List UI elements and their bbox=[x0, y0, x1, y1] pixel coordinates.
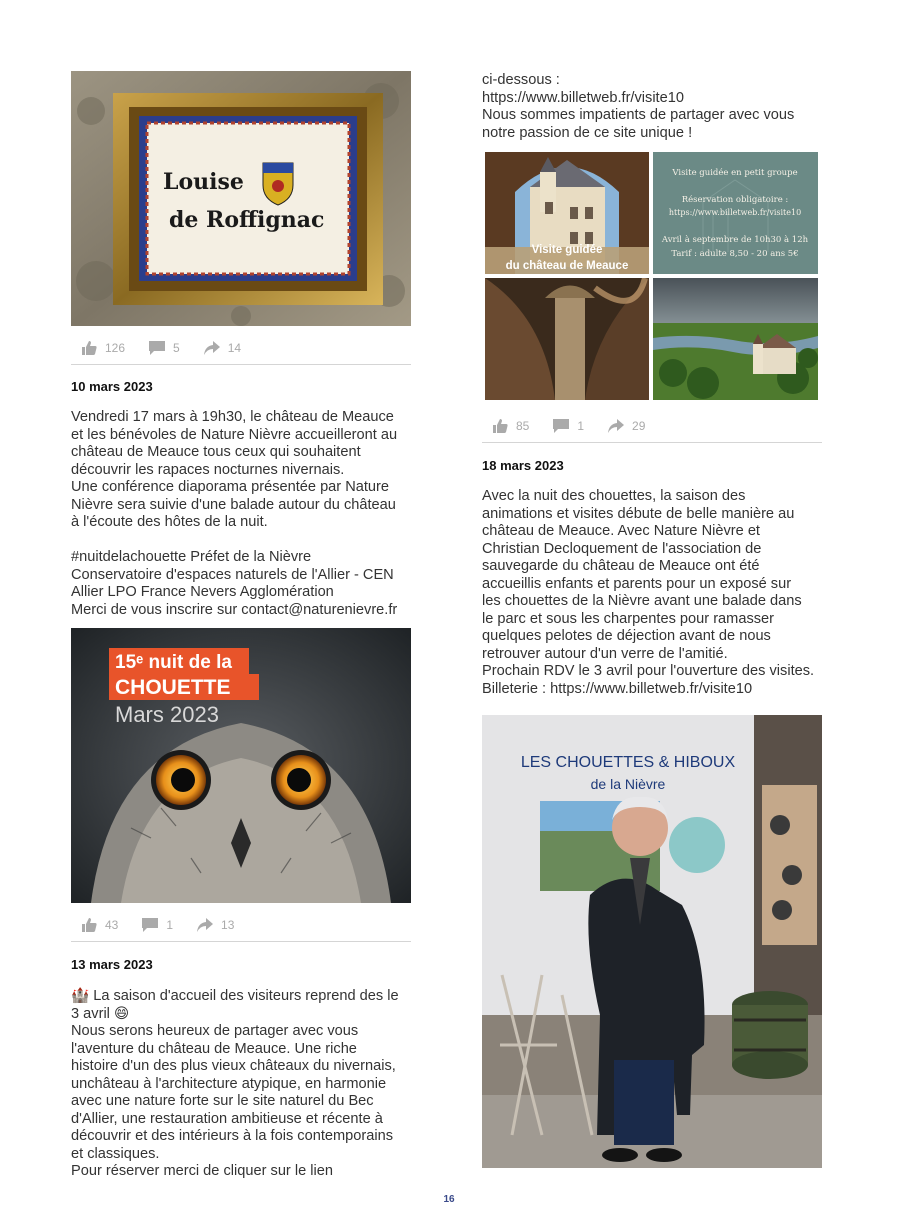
aerial-chateau-photo bbox=[653, 278, 818, 400]
post-text: Avec la nuit des chouettes, la saison des animations et visites débute de belle manière au château de Meauce. Avec Nature Nièvre et Christian Decloquement de l'association de sauvegarde du château de Meauce ont été accueillis enfants et parents pour un exposé sur les chouettes de la Nièvre avant une balade dans le parc et sous les charpentes pour ramasser quelques pelotes de déjection avant de nous retrouver autour d'un verre de l'amitié. Prochain RDV le 3 avril pour l'ouverture des visites. Billeterie : https://www.billetweb.fr/visite10 bbox=[482, 488, 815, 697]
info-line-3: https://www.billetweb.fr/visite10 bbox=[668, 208, 802, 217]
vaulted-interior-photo bbox=[485, 278, 649, 400]
like-count-value: 126 bbox=[105, 341, 126, 355]
comment-count-value: 5 bbox=[173, 341, 180, 355]
info-line-2: Réservation obligatoire : bbox=[681, 195, 789, 205]
post-stats bbox=[81, 338, 265, 358]
screen-title-2: de la Nièvre bbox=[590, 776, 666, 792]
framed-sign-photo bbox=[71, 71, 411, 326]
share-count[interactable] bbox=[204, 341, 241, 355]
share-count-value: 13 bbox=[221, 918, 235, 932]
thumbs-up-icon bbox=[492, 419, 508, 433]
like-count-value: 85 bbox=[516, 419, 530, 433]
share-count[interactable] bbox=[608, 419, 645, 433]
divider bbox=[482, 442, 822, 443]
visit-info-illustration bbox=[653, 152, 818, 274]
comment-count[interactable] bbox=[553, 419, 584, 433]
like-count[interactable] bbox=[81, 341, 125, 355]
post-text: Vendredi 17 mars à 19h30, le château de Meauce et les bénévoles de Nature Nièvre accueilleront au château de Meauce tous ceux qui souhaitent découvrir les rapaces nocturnes nivernais. Une conférence diaporama présentée par Nature Nièvre sera suivie d'une balade autour du château à l'écoute des hôtes de la nuit. #nuitdelachouette Préfet de la Nièvre Conservatoire d'espaces naturels de l'Allier - CEN Allier LPO France Nevers Agglomération Merci de vous inscrire sur contact@naturenievre.fr bbox=[71, 409, 398, 618]
like-count[interactable] bbox=[492, 419, 529, 433]
screen-title-1: LES CHOUETTES & HIBOUX bbox=[520, 754, 736, 771]
framed-sign-illustration bbox=[71, 71, 411, 326]
share-count-value: 29 bbox=[632, 419, 646, 433]
visit-info-tile bbox=[653, 152, 818, 274]
aerial-chateau-illustration bbox=[653, 278, 818, 400]
info-line-4: Avril à septembre de 10h30 à 12h bbox=[661, 235, 809, 245]
post-date: 10 mars 2023 bbox=[71, 379, 153, 394]
thumbs-up-icon bbox=[81, 341, 97, 355]
post-text-continued: ci-dessous : https://www.billetweb.fr/visite10 Nous sommes impatients de partager avec vous notre passion de ce site unique ! bbox=[482, 72, 795, 141]
share-count[interactable] bbox=[197, 918, 234, 932]
info-line-5: Tarif : adulte 8,50 - 20 ans 5€ bbox=[671, 249, 799, 259]
info-line-1: Visite guidée en petit groupe bbox=[672, 168, 798, 178]
post-stats bbox=[81, 915, 258, 935]
chateau-courtyard-photo bbox=[485, 152, 649, 274]
thumbs-up-icon bbox=[81, 918, 97, 932]
conference-photo bbox=[482, 715, 822, 1168]
poster-line-3: Mars 2023 bbox=[115, 702, 219, 727]
share-icon bbox=[197, 918, 213, 932]
conference-illustration bbox=[482, 715, 822, 1168]
post-date: 13 mars 2023 bbox=[71, 957, 153, 972]
share-icon bbox=[608, 419, 624, 433]
like-count-value: 43 bbox=[105, 918, 119, 932]
comment-count[interactable] bbox=[142, 918, 173, 932]
sign-line-2: de Roffignac bbox=[169, 207, 325, 233]
owl-poster-illustration bbox=[71, 628, 411, 903]
page-number: 16 bbox=[443, 1194, 455, 1205]
sign-line-1: Louise bbox=[163, 169, 244, 195]
vaulted-interior-illustration bbox=[485, 278, 649, 400]
divider bbox=[71, 941, 411, 942]
post-stats bbox=[492, 416, 669, 436]
share-icon bbox=[204, 341, 220, 355]
tile-caption-line2: du château de Meauce bbox=[505, 260, 629, 272]
chateau-courtyard-illustration bbox=[485, 152, 649, 274]
owl-poster-photo bbox=[71, 628, 411, 903]
poster-line-2: CHOUETTE bbox=[115, 676, 231, 699]
post-date: 18 mars 2023 bbox=[482, 458, 564, 473]
comment-icon bbox=[142, 918, 158, 932]
divider bbox=[71, 364, 411, 365]
share-count-value: 14 bbox=[227, 341, 242, 355]
comment-count-value: 1 bbox=[166, 918, 174, 932]
comment-count[interactable] bbox=[149, 341, 180, 355]
like-count[interactable] bbox=[81, 918, 118, 932]
tile-caption-line1: Visite guidée bbox=[531, 244, 603, 256]
poster-line-1: 15ᵉ nuit de la bbox=[115, 652, 232, 673]
comment-count-value: 1 bbox=[577, 419, 585, 433]
comment-icon bbox=[149, 341, 165, 355]
post-text: 🏰 La saison d'accueil des visiteurs reprend des le 3 avril 😄 Nous serons heureux de partager avec vous l'aventure du château de Meauce. Une riche histoire d'un des plus vieux châteaux du nivernais, unchâteau à l'architecture atypique, en harmonie avec une nature forte sur le site naturel du Bec d'Allier, une restauration ambitieuse et récente à découvrir et des intérieurs à la fois contemporains et classiques. Pour réserver merci de cliquer sur le lien bbox=[71, 988, 399, 1179]
comment-icon bbox=[553, 419, 569, 433]
